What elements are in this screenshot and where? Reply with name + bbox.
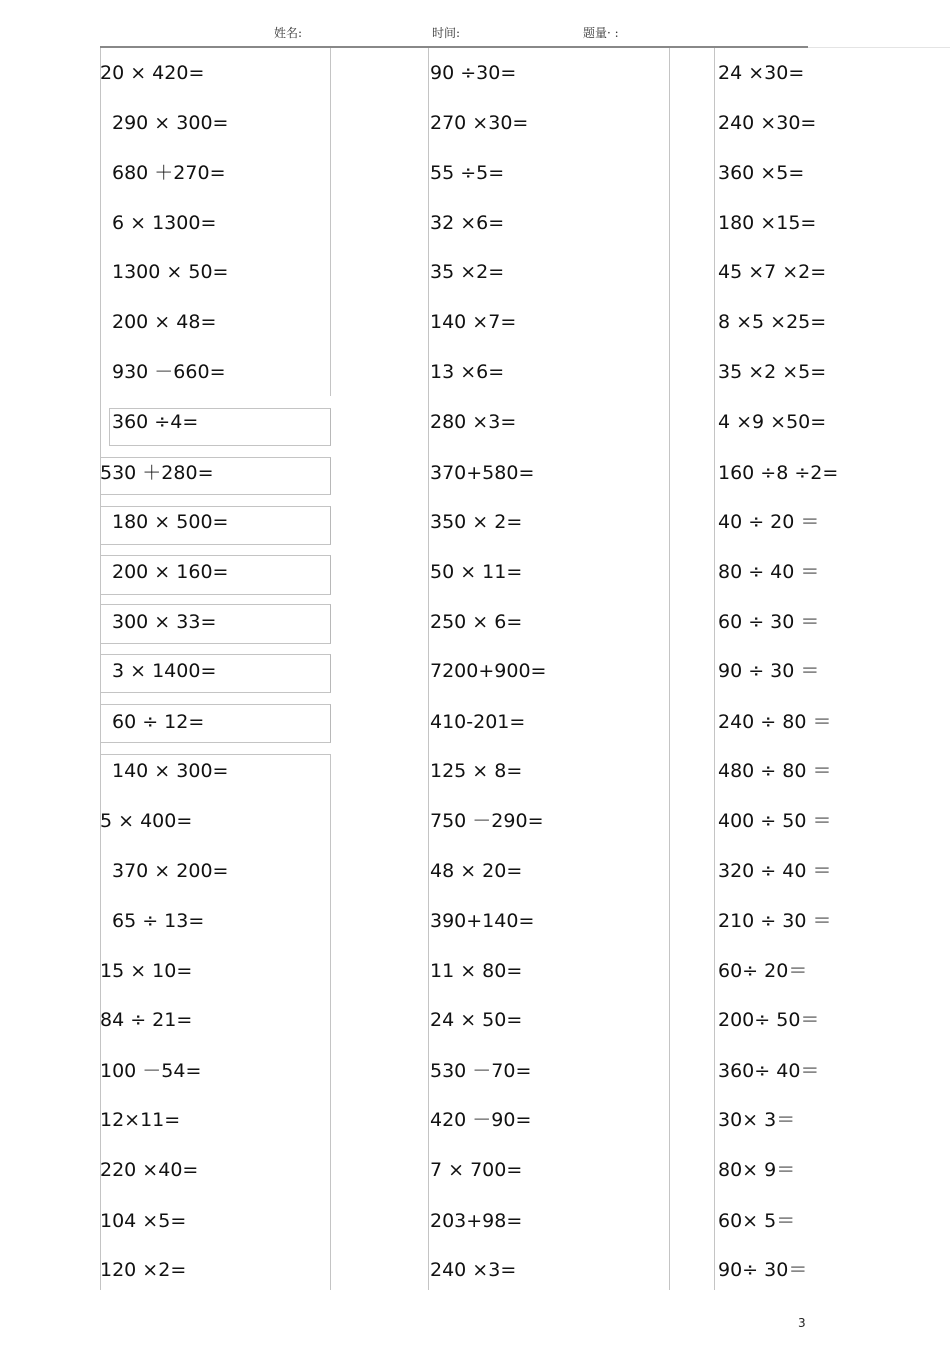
problem-1-14: 60 ÷ 12= (112, 711, 205, 733)
problem-2-8: 280 ×3= (430, 411, 517, 433)
problem-3-20: 200÷ 50＝ (718, 1009, 820, 1031)
problem-1-4: 6 × 1300= (112, 212, 217, 234)
problem-2-15: 125 × 8= (430, 760, 523, 782)
problem-3-11: 80 ÷ 40 ＝ (718, 561, 820, 583)
count-label: 题量· : (583, 26, 619, 40)
problem-1-15: 140 × 300= (112, 760, 229, 782)
problem-2-14: 410-201= (430, 711, 526, 733)
problem-3-21: 360÷ 40＝ (718, 1060, 820, 1082)
problem-1-1: 20 × 420= (100, 62, 205, 84)
problem-1-10: 180 × 500= (112, 511, 229, 533)
problem-1-7: 930 －660= (112, 361, 226, 383)
problem-3-1: 24 ×30= (718, 62, 805, 84)
problem-3-25: 90÷ 30＝ (718, 1259, 808, 1281)
problem-1-11: 200 × 160= (112, 561, 229, 583)
problem-1-21: 100 －54= (100, 1060, 202, 1082)
problem-2-5: 35 ×2= (430, 261, 505, 283)
col1-top-of-lower-block (100, 754, 330, 756)
header-rule-extension (808, 47, 950, 48)
problem-1-19: 15 × 10= (100, 960, 193, 982)
problem-2-6: 140 ×7= (430, 311, 517, 333)
problem-2-25: 240 ×3= (430, 1259, 517, 1281)
problem-2-24: 203+98= (430, 1210, 523, 1232)
problem-1-20: 84 ÷ 21= (100, 1009, 193, 1031)
problem-2-21: 530 －70= (430, 1060, 532, 1082)
problem-1-17: 370 × 200= (112, 860, 229, 882)
problem-3-12: 60 ÷ 30 ＝ (718, 611, 820, 633)
problem-2-17: 48 × 20= (430, 860, 523, 882)
problem-3-10: 40 ÷ 20 ＝ (718, 511, 820, 533)
problem-2-9: 370+580= (430, 462, 535, 484)
col3-left-border (714, 48, 715, 1290)
problem-1-12: 300 × 33= (112, 611, 217, 633)
problem-2-4: 32 ×6= (430, 212, 505, 234)
col1-right-border-bottom (330, 754, 331, 1290)
problem-3-15: 480 ÷ 80 ＝ (718, 760, 832, 782)
col2-left-border (428, 48, 429, 1290)
problem-3-7: 35 ×2 ×5= (718, 361, 827, 383)
problem-1-8: 360 ÷4= (112, 411, 199, 433)
problem-3-24: 60× 5＝ (718, 1210, 796, 1232)
problem-1-3: 680 ＋270= (112, 162, 226, 184)
problem-3-5: 45 ×7 ×2= (718, 261, 827, 283)
problem-1-24: 104 ×5= (100, 1210, 187, 1232)
problem-2-12: 250 × 6= (430, 611, 523, 633)
problem-3-8: 4 ×9 ×50= (718, 411, 827, 433)
problem-1-23: 220 ×40= (100, 1159, 199, 1181)
problem-3-14: 240 ÷ 80 ＝ (718, 711, 832, 733)
problem-2-2: 270 ×30= (430, 112, 529, 134)
problem-3-18: 210 ÷ 30 ＝ (718, 910, 832, 932)
problem-3-22: 30× 3＝ (718, 1109, 796, 1131)
problem-3-6: 8 ×5 ×25= (718, 311, 827, 333)
problem-3-4: 180 ×15= (718, 212, 817, 234)
problem-1-22: 12×11= (100, 1109, 181, 1131)
header-rule (100, 46, 808, 48)
problem-3-16: 400 ÷ 50 ＝ (718, 810, 832, 832)
problem-3-3: 360 ×5= (718, 162, 805, 184)
problem-1-25: 120 ×2= (100, 1259, 187, 1281)
problem-1-2: 290 × 300= (112, 112, 229, 134)
problem-3-17: 320 ÷ 40 ＝ (718, 860, 832, 882)
problem-1-9: 530 ＋280= (100, 462, 214, 484)
problem-1-16: 5 × 400= (100, 810, 193, 832)
problem-2-22: 420 －90= (430, 1109, 532, 1131)
problem-3-2: 240 ×30= (718, 112, 817, 134)
problem-2-1: 90 ÷30= (430, 62, 517, 84)
problem-1-13: 3 × 1400= (112, 660, 217, 682)
problem-2-19: 11 × 80= (430, 960, 523, 982)
problem-1-18: 65 ÷ 13= (112, 910, 205, 932)
problem-2-20: 24 × 50= (430, 1009, 523, 1031)
problem-2-7: 13 ×6= (430, 361, 505, 383)
col1-right-border-top (330, 48, 331, 396)
problem-2-16: 750 －290= (430, 810, 544, 832)
problem-3-9: 160 ÷8 ÷2= (718, 462, 839, 484)
col2-right-border (669, 48, 670, 1290)
problem-2-3: 55 ÷5= (430, 162, 505, 184)
page-number: 3 (798, 1316, 806, 1330)
problem-3-23: 80× 9＝ (718, 1159, 796, 1181)
problem-3-13: 90 ÷ 30 ＝ (718, 660, 820, 682)
time-label: 时间: (432, 26, 461, 40)
problem-2-18: 390+140= (430, 910, 535, 932)
name-label: 姓名: (274, 26, 303, 40)
problem-2-10: 350 × 2= (430, 511, 523, 533)
problem-1-6: 200 × 48= (112, 311, 217, 333)
problem-2-13: 7200+900= (430, 660, 547, 682)
problem-3-19: 60÷ 20＝ (718, 960, 808, 982)
problem-2-23: 7 × 700= (430, 1159, 523, 1181)
problem-2-11: 50 × 11= (430, 561, 523, 583)
problem-1-5: 1300 × 50= (112, 261, 229, 283)
